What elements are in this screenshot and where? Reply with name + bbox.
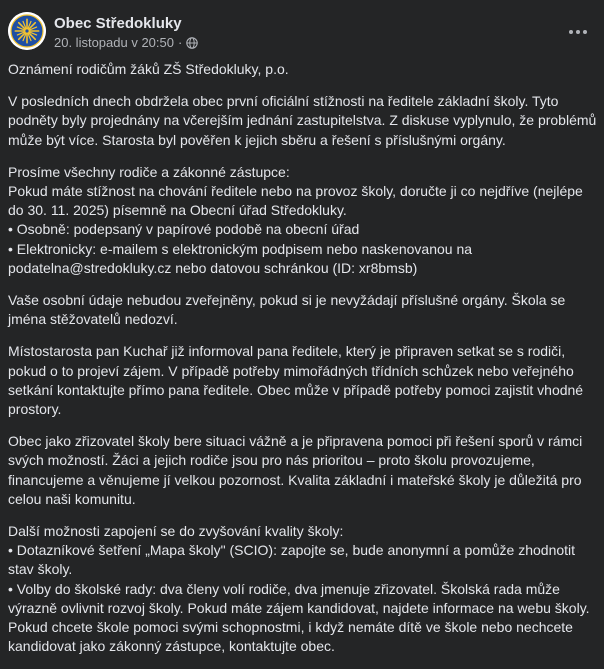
post-line: Pokud chcete škole pomoci svými schopnostmi, i když nemáte dítě ve škole nebo nechcete kandidovat jako zákonný zástupce, kontaktujte obec.	[8, 619, 573, 655]
post-line: • Elektronicky: e-mailem s elektronickým podpisem nebo naskenovanou na podatelna@stredokluky.cz nebo datovou schránkou (ID: xr8bmsb)	[8, 240, 473, 276]
municipal-crest-icon	[8, 12, 46, 50]
post-line: Prosíme všechny rodiče a zákonné zástupce:	[8, 163, 290, 180]
post-meta	[54, 35, 198, 51]
post-text	[8, 60, 598, 669]
meta-separator: ·	[177, 35, 183, 50]
post-line: Další možnosti zapojení se do zvyšování kvality školy:	[8, 523, 344, 540]
post-paragraph	[8, 291, 598, 329]
post-line: V posledních dnech obdržela obec první oficiální stížnosti na ředitele základní školy. Tyto podněty byly projednány na včerejším jednání zastupitelstva. Z diskuse vyplynulo, že problémů může být více. Starosta byl pověřen k jejich sběru a řešení s příslušnými orgány.	[8, 93, 597, 148]
post-line: Vaše osobní údaje nebudou zveřejněny, pokud si je nevyžádají příslušné orgány. Škola se jména stěžovatelů nedozví.	[8, 292, 566, 328]
post-line: • Dotazníkové šetření „Mapa školy" (SCIO): zapojte se, bude anonymní a pomůže zhodnotit stav školy.	[8, 542, 576, 578]
post-paragraph	[8, 92, 598, 150]
post-paragraph	[8, 432, 598, 509]
post-timestamp[interactable]: 20. listopadu v 20:50	[54, 35, 174, 50]
post-line: Oznámení rodičům žáků ZŠ Středokluky, p.o.	[8, 61, 289, 77]
post-line: • Osobně: podepsaný v papírové podobě na obecní úřad	[8, 221, 360, 238]
post-paragraph	[8, 522, 598, 656]
post-line: Obec jako zřizovatel školy bere situaci vážně a je připravena pomoci při řešení sporů v rámci svých možností. Žáci a jejich rodiče jsou pro nás prioritou – proto školu provozujeme, financujeme a věnujeme jí velkou pozornost. Kvalita základní i mateřské školy je důležitá pro celou naši komunitu.	[8, 433, 583, 507]
more-horizontal-icon	[568, 29, 588, 35]
page-avatar[interactable]	[8, 12, 46, 50]
globe-icon[interactable]	[186, 37, 198, 49]
post-paragraph	[8, 163, 598, 278]
post-line: • Volby do školské rady: dva členy volí rodiče, dva jmenuje zřizovatel. Školská rada může výrazně ovlivnit rozvoj školy. Pokud máte zájem kandidovat, najdete informace na webu školy.	[8, 580, 590, 616]
post-line: Místostarosta pan Kuchař již informoval pana ředitele, který je připraven setkat se s rodiči, pokud o to projeví zájem. V případě potřeby mimořádných třídních schůzek nebo veřejného setkání kontaktujte přímo pana ředitele. Obec může v případě potřeby pomoci zajistit vhodné prostory.	[8, 343, 584, 418]
post-paragraph	[8, 60, 598, 79]
post-line: Pokud máte stížnost na chování ředitele nebo na provoz školy, doručte ji co nejdříve (nejlépe do 30. 11. 2025) písemně na Obecní úřad Středokluky.	[8, 183, 583, 219]
post-paragraph	[8, 342, 598, 419]
post-header	[0, 0, 604, 60]
post-options-button[interactable]	[560, 14, 596, 50]
page-name-link[interactable]: Obec Středokluky	[54, 15, 182, 32]
